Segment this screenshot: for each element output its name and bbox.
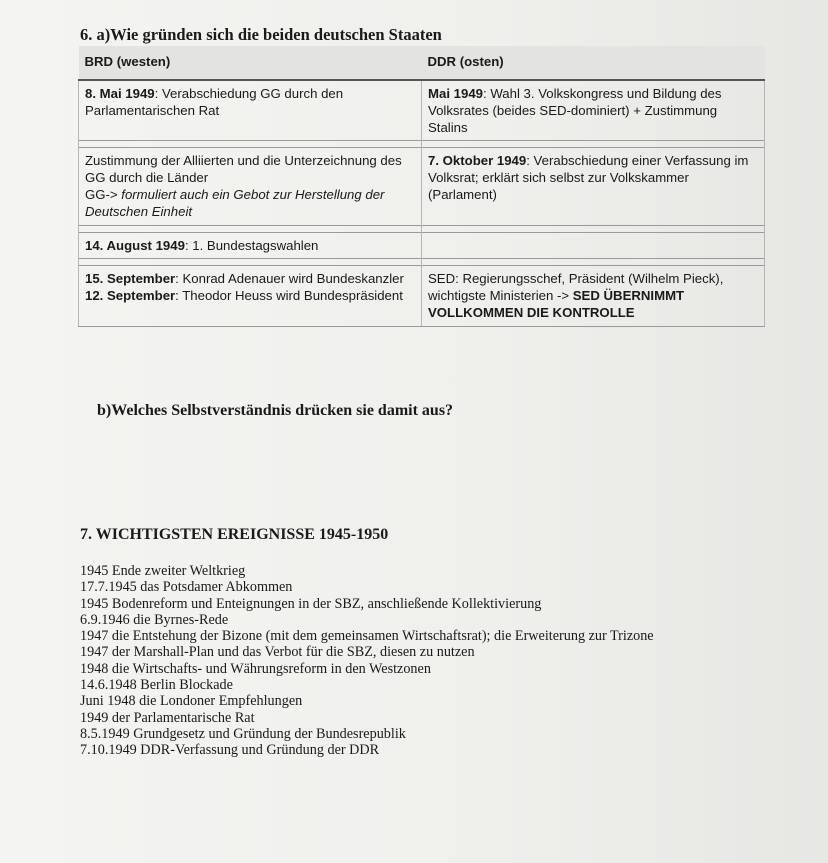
cell-text-segment: formuliert auch ein Gebot zur Herstellung der Deutschen Einheit xyxy=(85,186,385,219)
cell-text-segment: : Verabschiedung einer Verfassung im Volksrat; erklärt sich selbst zur Volkskammer (Parlament) xyxy=(428,153,749,202)
cell-text-segment: 12. September xyxy=(85,288,176,304)
list-item: 1948 die Wirtschafts- und Währungsreform in den Westzonen xyxy=(80,660,431,677)
list-item: 14.6.1948 Berlin Blockade xyxy=(80,677,233,694)
events-list xyxy=(80,563,654,759)
list-item: 1949 der Parlamentarische Rat xyxy=(80,709,255,726)
cell-text-segment: : Verabschiedung GG durch den Parlamentarischen Rat xyxy=(85,86,344,118)
list-item: 1947 die Entstehung der Bizone (mit dem gemeinsamen Wirtschaftsrat); die Erweiterung zur Trizone xyxy=(80,628,654,645)
cell-text-segment: : 1. Bundestagswahlen xyxy=(184,237,319,253)
row-spacer xyxy=(79,141,765,148)
cell-text-segment: : Konrad Adenauer wird Bundeskanzler xyxy=(175,271,404,287)
question-7-heading: 7. WICHTIGSTEN EREIGNISSE 1945-1950 xyxy=(80,526,389,543)
cell-text-segment: Zustimmung der Alliierten und die Unterzeichnung des GG durch die Länder xyxy=(85,153,402,186)
column-header-ddr: DDR (osten) xyxy=(422,46,765,80)
table-row xyxy=(79,232,765,259)
cell-text-segment: Mai 1949 xyxy=(428,86,483,101)
column-header-brd: BRD (westen) xyxy=(79,46,422,80)
list-item: Juni 1948 die Londoner Empfehlungen xyxy=(80,693,303,710)
cell-text-segment: SED: Regierungsschef, Präsident (Wilhelm Pieck), wichtigste Ministerien -> xyxy=(428,271,724,304)
cell-ddr xyxy=(422,266,765,326)
table-row xyxy=(79,266,765,326)
cell-text-segment: 8. Mai 1949 xyxy=(85,86,155,101)
cell-text-segment: 7. Oktober 1949 xyxy=(428,153,527,169)
cell-text-segment: : Wahl 3. Volkskongress und Bildung des Volksrates (beides SED-dominiert) + Zustimmung Stalins xyxy=(428,86,722,135)
cell-ddr xyxy=(422,148,765,225)
list-item: 17.7.1945 das Potsdamer Abkommen xyxy=(80,579,293,596)
list-item: 1945 Bodenreform und Enteignungen in der SBZ, anschließende Kollektivierung xyxy=(80,595,542,612)
cell-text-segment: 15. September xyxy=(85,271,176,287)
cell-ddr xyxy=(422,232,765,259)
cell-text-segment: : Theodor Heuss wird Bundespräsident xyxy=(175,288,403,304)
cell-brd xyxy=(79,232,422,259)
cell-brd xyxy=(79,266,422,326)
cell-text-segment: GG-> xyxy=(85,186,122,202)
list-item: 1947 der Marshall-Plan und das Verbot für die SBZ, diesen zu nutzen xyxy=(80,644,475,661)
cell-brd xyxy=(79,148,422,225)
question-6b-heading: b)Welches Selbstverständnis drücken sie damit aus? xyxy=(97,402,454,419)
question-6-heading: 6. a)Wie gründen sich die beiden deutschen Staaten xyxy=(80,25,442,44)
cell-brd xyxy=(79,80,422,141)
table-row xyxy=(79,148,765,225)
list-item: 7.10.1949 DDR-Verfassung und Gründung der DDR xyxy=(80,742,380,759)
cell-ddr xyxy=(422,80,765,141)
list-item: 8.5.1949 Grundgesetz und Gründung der Bundesrepublik xyxy=(80,725,406,742)
list-item: 1945 Ende zweiter Weltkrieg xyxy=(80,563,246,579)
cell-text-segment: SED ÜBERNIMMT VOLLKOMMEN DIE KONTROLLE xyxy=(428,288,685,320)
table-body xyxy=(79,80,765,326)
row-spacer xyxy=(79,259,765,266)
row-spacer xyxy=(79,225,765,232)
list-item: 6.9.1946 die Byrnes-Rede xyxy=(80,611,229,628)
founding-comparison-table xyxy=(78,46,765,327)
table-row xyxy=(79,80,765,141)
cell-text-segment: 14. August 1949 xyxy=(85,237,185,253)
table-header-row xyxy=(79,46,765,80)
